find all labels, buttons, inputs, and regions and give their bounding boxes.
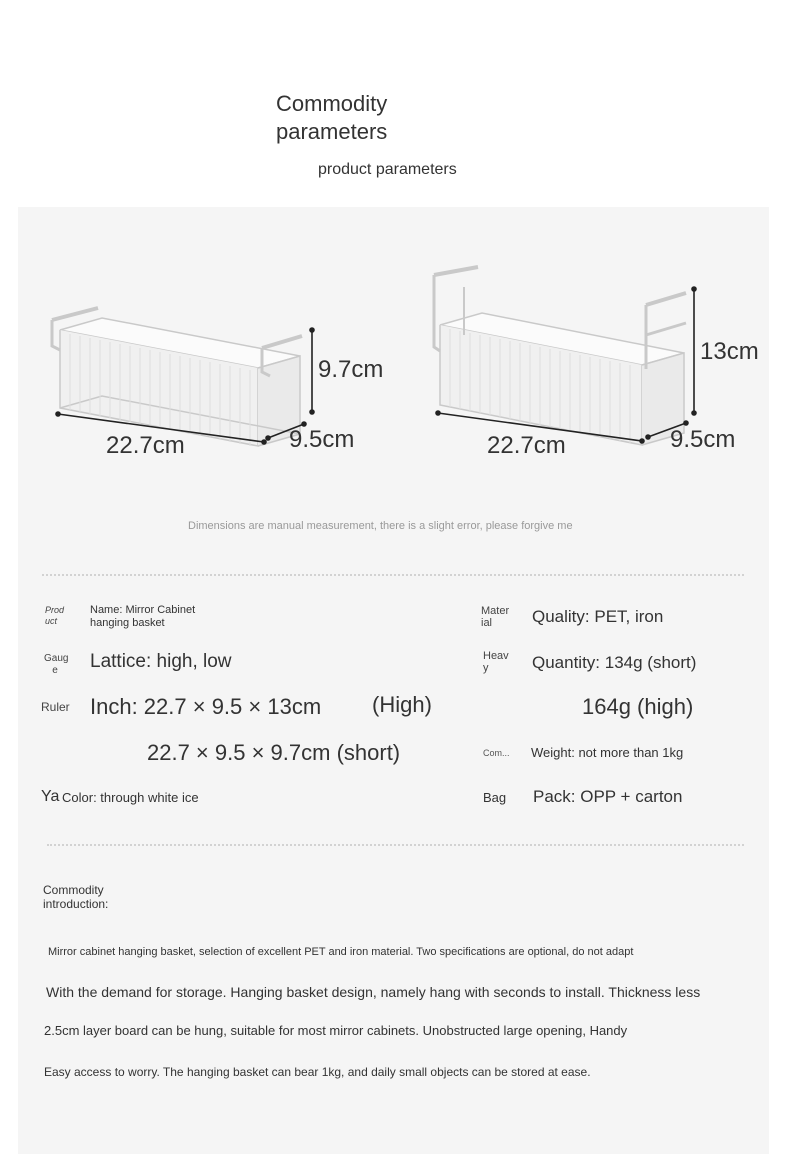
heavy-label (483, 650, 509, 674)
ruler-value: Inch: 22.7 × 9.5 × 13cm (90, 694, 322, 719)
intro-line-1: Mirror cabinet hanging basket, selection of excellent PET and iron material. Two specifications are optional, do not adapt (48, 946, 634, 958)
material-label-line-2: ial (481, 617, 493, 629)
title-line-1: Commodity (276, 91, 388, 116)
heavy-value-high: 164g (high) (582, 694, 694, 719)
com-label: Com... (483, 748, 510, 758)
page-subtitle: product parameters (318, 161, 457, 178)
material-label-line-1: Mater (481, 605, 510, 617)
heavy-label-line-1: Heav (483, 650, 509, 662)
product-label (45, 605, 64, 627)
high-height-label: 13cm (700, 338, 759, 365)
intro-line-4: Easy access to worry. The hanging basket can bear 1kg, and daily small objects can be stored at ease. (44, 1065, 591, 1079)
material-label (481, 605, 509, 629)
intro-label-line-2: introduction: (43, 897, 109, 911)
product-value-line-2: hanging basket (90, 617, 165, 629)
gauge-label-line-1: Gaug (44, 653, 69, 664)
intro-label-line-1: Commodity (43, 883, 104, 897)
pack-value: Pack: OPP + carton (533, 787, 683, 806)
short-length-label: 22.7cm (106, 432, 185, 459)
product-value-line-1: Name: Mirror Cabinet (90, 604, 196, 616)
intro-label (43, 883, 108, 911)
ya-label: Ya (41, 788, 60, 805)
product-label-line-2: uct (45, 616, 58, 626)
color-value: Color: through white ice (62, 790, 199, 805)
material-value: Quality: PET, iron (532, 607, 664, 626)
heavy-label-line-2: y (483, 662, 489, 674)
ruler-value-short: 22.7 × 9.5 × 9.7cm (short) (147, 740, 401, 765)
product-label-line-1: Prod (45, 605, 65, 615)
weight-value: Weight: not more than 1kg (531, 745, 684, 760)
ruler-label: Ruler (41, 700, 70, 714)
short-width-label: 9.5cm (289, 426, 355, 453)
heavy-value: Quantity: 134g (short) (532, 653, 697, 672)
measurement-note: Dimensions are manual measurement, there is a slight error, please forgive me (188, 520, 573, 532)
bag-label: Bag (483, 790, 507, 805)
product-value (90, 604, 195, 630)
gauge-value: Lattice: high, low (90, 651, 232, 672)
title-line-2: parameters (276, 119, 388, 144)
high-width-label: 9.5cm (670, 426, 736, 453)
intro-line-3: 2.5cm layer board can be hung, suitable for most mirror cabinets. Unobstructed large opening, Handy (44, 1023, 628, 1038)
ruler-high-tag: (High) (372, 692, 432, 717)
short-height-label: 9.7cm (318, 356, 384, 383)
page-title (276, 90, 476, 146)
high-length-label: 22.7cm (487, 432, 566, 459)
gauge-label (44, 653, 69, 677)
intro-line-2: With the demand for storage. Hanging basket design, namely hang with seconds to install. Thickness less (46, 984, 701, 1000)
divider-bottom (47, 844, 744, 846)
divider-top (42, 574, 744, 576)
gauge-label-line-2: e (52, 665, 58, 676)
